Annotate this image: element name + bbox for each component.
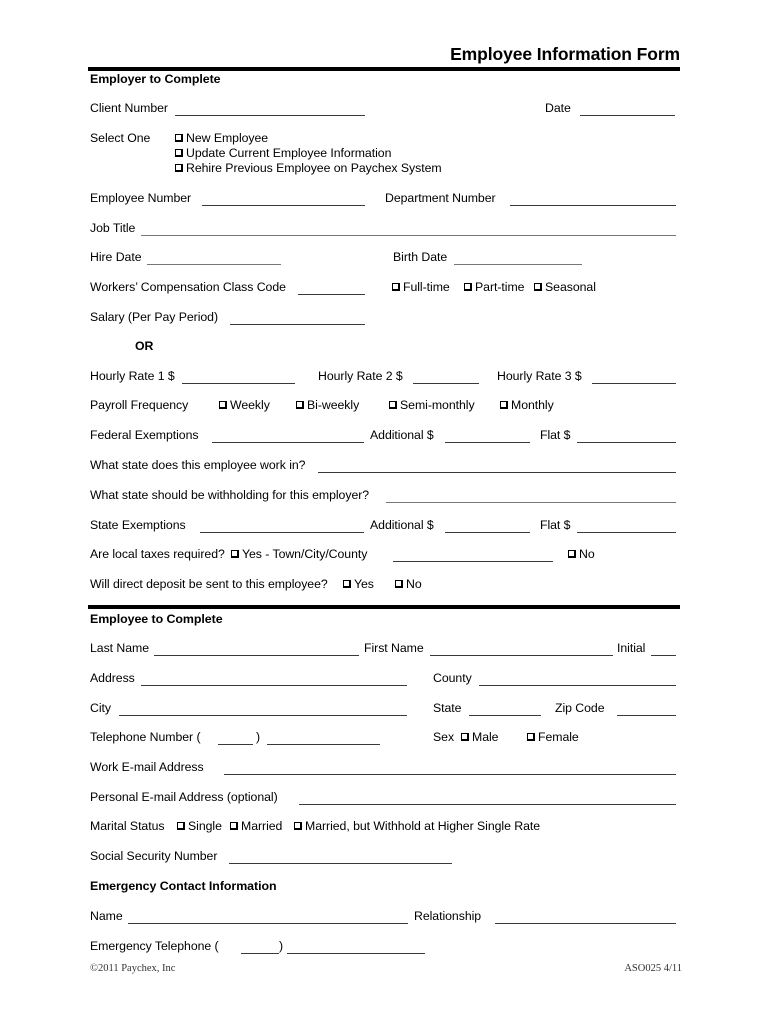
row-hourly-rates xyxy=(90,369,680,387)
checkbox-icon xyxy=(500,401,508,409)
checkbox-label: No xyxy=(406,577,422,591)
emergency-name-input[interactable] xyxy=(128,923,408,924)
salary-label: Salary (Per Pay Period) xyxy=(90,310,219,324)
federal-flat-input[interactable] xyxy=(577,442,676,443)
row-select-one-3 xyxy=(90,161,680,179)
hourly-rate-2-input[interactable] xyxy=(413,383,479,384)
address-input[interactable] xyxy=(141,685,407,686)
row-marital-status xyxy=(90,819,680,837)
row-salary xyxy=(90,310,680,328)
federal-additional-label: Additional $ xyxy=(370,428,434,442)
department-number-label: Department Number xyxy=(385,191,496,205)
emergency-telephone-number-input[interactable] xyxy=(287,953,425,954)
ssn-label: Social Security Number xyxy=(90,849,218,863)
section-divider-middle xyxy=(88,605,680,609)
employee-number-input[interactable] xyxy=(202,205,365,206)
checkbox-sex-male[interactable] xyxy=(461,730,498,744)
row-city-state-zip xyxy=(90,701,680,719)
checkbox-label: Married, but Withhold at Higher Single Rate xyxy=(305,819,541,833)
emergency-name-label: Name xyxy=(90,909,123,923)
checkbox-label: Part-time xyxy=(475,280,525,294)
checkbox-label: Weekly xyxy=(230,398,270,412)
state-additional-label: Additional $ xyxy=(370,518,434,532)
hourly-rate-1-label: Hourly Rate 1 $ xyxy=(90,369,175,383)
ssn-input[interactable] xyxy=(229,863,452,864)
row-address xyxy=(90,671,680,689)
birth-date-label: Birth Date xyxy=(393,250,448,264)
checkbox-icon xyxy=(175,164,183,172)
federal-exemptions-input[interactable] xyxy=(212,442,364,443)
federal-flat-label: Flat $ xyxy=(540,428,571,442)
relationship-label: Relationship xyxy=(414,909,482,923)
checkbox-marital-married[interactable] xyxy=(230,819,282,833)
row-withholding-state xyxy=(90,488,680,506)
telephone-label-close: ) xyxy=(256,730,261,744)
checkbox-full-time[interactable] xyxy=(392,280,450,294)
zip-code-input[interactable] xyxy=(617,715,676,716)
address-label: Address xyxy=(90,671,135,685)
row-client-number xyxy=(90,101,680,119)
city-label: City xyxy=(90,701,111,715)
telephone-number-input[interactable] xyxy=(267,744,380,745)
salary-input[interactable] xyxy=(230,324,365,325)
state-exemptions-input[interactable] xyxy=(200,532,364,533)
checkbox-icon xyxy=(175,149,183,157)
checkbox-icon xyxy=(230,822,238,830)
checkbox-label: Seasonal xyxy=(545,280,596,294)
employee-number-label: Employee Number xyxy=(90,191,192,205)
state-additional-input[interactable] xyxy=(445,532,530,533)
checkbox-rehire-previous-employee[interactable] xyxy=(175,161,442,175)
checkbox-icon xyxy=(392,283,400,291)
checkbox-label: Single xyxy=(188,819,222,833)
copyright-text: ©2011 Paychex, Inc xyxy=(90,963,176,974)
checkbox-icon xyxy=(219,401,227,409)
direct-deposit-question: Will direct deposit be sent to this employee? xyxy=(90,577,328,591)
checkbox-icon xyxy=(527,733,535,741)
checkbox-icon xyxy=(389,401,397,409)
checkbox-icon xyxy=(296,401,304,409)
first-name-input[interactable] xyxy=(430,655,613,656)
page-title: Employee Information Form xyxy=(450,44,680,64)
hourly-rate-1-input[interactable] xyxy=(182,383,295,384)
federal-exemptions-label: Federal Exemptions xyxy=(90,428,199,442)
county-input[interactable] xyxy=(479,685,676,686)
checkbox-weekly[interactable] xyxy=(219,398,270,412)
row-work-state xyxy=(90,458,680,476)
row-payroll-frequency xyxy=(90,398,680,416)
last-name-input[interactable] xyxy=(154,655,359,656)
checkbox-icon xyxy=(343,580,351,588)
checkbox-sex-female[interactable] xyxy=(527,730,579,744)
date-label: Date xyxy=(545,101,571,115)
job-title-input[interactable] xyxy=(141,235,676,236)
checkbox-icon xyxy=(568,550,576,558)
checkbox-local-taxes-no[interactable] xyxy=(568,547,595,561)
checkbox-icon xyxy=(231,550,239,558)
checkbox-label: Married xyxy=(241,819,283,833)
employee-section-heading: Employee to Complete xyxy=(90,612,223,626)
state-flat-input[interactable] xyxy=(577,532,676,533)
workers-comp-class-code-input[interactable] xyxy=(298,294,365,295)
checkbox-update-current-employee-information[interactable] xyxy=(175,146,391,160)
row-federal-exemptions xyxy=(90,428,680,446)
local-taxes-question: Are local taxes required? xyxy=(90,547,225,561)
checkbox-label: Semi-monthly xyxy=(400,398,475,412)
row-ssn xyxy=(90,849,680,867)
hire-date-label: Hire Date xyxy=(90,250,142,264)
row-state-exemptions xyxy=(90,518,680,536)
local-taxes-locality-input[interactable] xyxy=(393,561,553,562)
department-number-input[interactable] xyxy=(510,205,676,206)
checkbox-label: Yes - Town/City/County xyxy=(242,547,368,561)
checkbox-monthly[interactable] xyxy=(500,398,554,412)
checkbox-marital-single[interactable] xyxy=(177,819,222,833)
hourly-rate-3-label: Hourly Rate 3 $ xyxy=(497,369,582,383)
checkbox-label: Full-time xyxy=(403,280,450,294)
checkbox-bi-weekly[interactable] xyxy=(296,398,359,412)
row-telephone-sex xyxy=(90,730,680,748)
row-job-title xyxy=(90,221,680,239)
employer-section-heading: Employer to Complete xyxy=(90,72,221,86)
row-personal-email xyxy=(90,790,680,808)
row-local-taxes xyxy=(90,547,680,565)
personal-email-input[interactable] xyxy=(299,804,676,805)
relationship-input[interactable] xyxy=(495,923,676,924)
county-label: County xyxy=(433,671,472,685)
checkbox-label: Bi-weekly xyxy=(307,398,360,412)
checkbox-icon xyxy=(464,283,472,291)
state-label: State xyxy=(433,701,462,715)
hire-date-input[interactable] xyxy=(147,264,281,265)
checkbox-new-employee[interactable] xyxy=(175,131,268,145)
row-work-email xyxy=(90,760,680,778)
state-exemptions-label: State Exemptions xyxy=(90,518,186,532)
client-number-input[interactable] xyxy=(175,115,365,116)
checkbox-local-taxes-yes[interactable] xyxy=(231,547,367,561)
checkbox-label: No xyxy=(579,547,595,561)
checkbox-icon xyxy=(395,580,403,588)
checkbox-label: Yes xyxy=(354,577,374,591)
checkbox-icon xyxy=(534,283,542,291)
select-one-label: Select One xyxy=(90,131,151,145)
row-emergency-telephone xyxy=(90,939,680,957)
state-flat-label: Flat $ xyxy=(540,518,571,532)
checkbox-icon xyxy=(461,733,469,741)
work-state-input[interactable] xyxy=(318,472,676,473)
initial-input[interactable] xyxy=(651,655,676,656)
hourly-rate-3-input[interactable] xyxy=(592,383,676,384)
row-hire-date xyxy=(90,250,680,268)
checkbox-icon xyxy=(175,134,183,142)
checkbox-label: Update Current Employee Information xyxy=(186,146,392,160)
emergency-telephone-label: Emergency Telephone ( xyxy=(90,939,219,953)
work-email-label: Work E-mail Address xyxy=(90,760,204,774)
sex-label: Sex xyxy=(433,730,455,744)
checkbox-label: Female xyxy=(538,730,579,744)
row-direct-deposit xyxy=(90,577,680,595)
date-input[interactable] xyxy=(580,115,675,116)
city-input[interactable] xyxy=(119,715,407,716)
checkbox-icon xyxy=(294,822,302,830)
form-code-text: ASO025 4/11 xyxy=(624,963,682,974)
federal-additional-input[interactable] xyxy=(445,442,530,443)
initial-label: Initial xyxy=(617,641,646,655)
withholding-state-input[interactable] xyxy=(386,502,676,503)
checkbox-label: Male xyxy=(472,730,499,744)
birth-date-input[interactable] xyxy=(454,264,582,265)
checkbox-marital-married-higher-single-rate[interactable] xyxy=(294,819,540,833)
checkbox-seasonal[interactable] xyxy=(534,280,596,294)
or-label: OR xyxy=(135,339,154,353)
first-name-label: First Name xyxy=(364,641,424,655)
checkbox-label: Monthly xyxy=(511,398,554,412)
row-name xyxy=(90,641,680,659)
work-state-question: What state does this employee work in? xyxy=(90,458,306,472)
emergency-section-heading: Emergency Contact Information xyxy=(90,879,277,893)
personal-email-label: Personal E-mail Address (optional) xyxy=(90,790,278,804)
checkbox-direct-deposit-yes[interactable] xyxy=(343,577,374,591)
client-number-label: Client Number xyxy=(90,101,168,115)
withholding-state-question: What state should be withholding for this employer? xyxy=(90,488,370,502)
state-input[interactable] xyxy=(469,715,541,716)
job-title-label: Job Title xyxy=(90,221,136,235)
payroll-frequency-label: Payroll Frequency xyxy=(90,398,189,412)
hourly-rate-2-label: Hourly Rate 2 $ xyxy=(318,369,403,383)
checkbox-label: New Employee xyxy=(186,131,269,145)
checkbox-label: Rehire Previous Employee on Paychex System xyxy=(186,161,442,175)
zip-code-label: Zip Code xyxy=(555,701,605,715)
checkbox-icon xyxy=(177,822,185,830)
workers-comp-class-code-label: Workers’ Compensation Class Code xyxy=(90,280,286,294)
marital-status-label: Marital Status xyxy=(90,819,165,833)
checkbox-part-time[interactable] xyxy=(464,280,524,294)
row-workers-comp xyxy=(90,280,680,298)
emergency-telephone-label-close: ) xyxy=(279,939,284,953)
work-email-input[interactable] xyxy=(224,774,676,775)
last-name-label: Last Name xyxy=(90,641,150,655)
emergency-telephone-area-code-input[interactable] xyxy=(241,953,279,954)
section-divider-top xyxy=(88,67,680,71)
row-emergency-name xyxy=(90,909,680,927)
checkbox-semi-monthly[interactable] xyxy=(389,398,475,412)
telephone-area-code-input[interactable] xyxy=(218,744,253,745)
checkbox-direct-deposit-no[interactable] xyxy=(395,577,422,591)
row-employee-number xyxy=(90,191,680,209)
row-or-separator xyxy=(90,339,680,357)
telephone-label: Telephone Number ( xyxy=(90,730,201,744)
